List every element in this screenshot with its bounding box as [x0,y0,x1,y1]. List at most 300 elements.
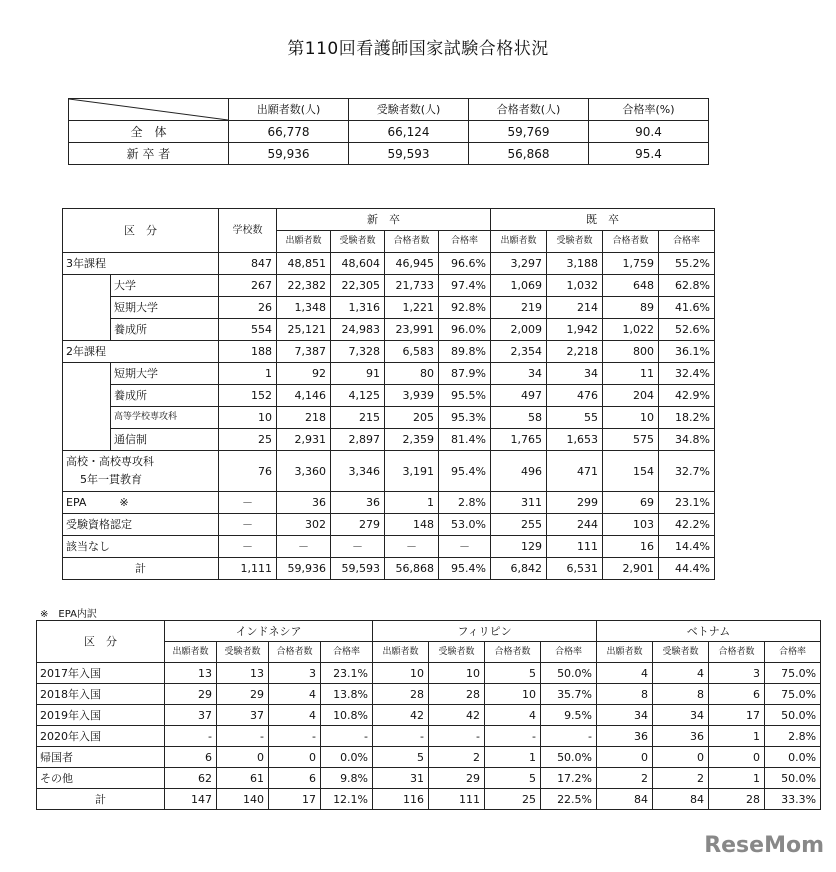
detail-cell: 42.9% [659,385,715,407]
detail-cell: 2,359 [385,429,439,451]
detail-row [63,492,715,514]
detail-cell: 59,936 [277,558,331,580]
epa-cell: - [541,726,597,747]
detail-header-row [63,209,715,231]
epa-row [37,726,821,747]
detail-group-new: 新 卒 [277,209,491,231]
epa-cell: 2 [429,747,485,768]
epa-cell: 17 [269,789,321,810]
detail-cell: 648 [603,275,659,297]
detail-subheader: 出願者数 [491,231,547,253]
detail-cell: 24,983 [331,319,385,341]
summary-cell: 59,769 [469,121,589,143]
detail-cell: 214 [547,297,603,319]
detail-cell: 1 [385,492,439,514]
detail-cell: 32.7% [659,451,715,492]
epa-row [37,663,821,684]
detail-row-kosen [63,451,715,492]
detail-cell: － [277,536,331,558]
epa-cell: 75.0% [765,663,821,684]
epa-row [37,684,821,705]
epa-cell: 25 [485,789,541,810]
detail-cell: 14.4% [659,536,715,558]
epa-cell: 2 [653,768,709,789]
epa-cell: 50.0% [765,768,821,789]
detail-cell: 1,022 [603,319,659,341]
detail-cell: 554 [219,319,277,341]
detail-row [63,536,715,558]
detail-row [63,297,715,319]
epa-cell: 84 [597,789,653,810]
detail-table [62,208,715,580]
kosen-label-line2: 5年一貫教育 [80,473,142,486]
epa-cell: 37 [165,705,217,726]
detail-subheader: 合格率 [439,231,491,253]
detail-cell: 1,942 [547,319,603,341]
epa-cell: 31 [373,768,429,789]
epa-row-label: 計 [37,789,165,810]
epa-cell: 28 [429,684,485,705]
epa-cell: 34 [653,705,709,726]
epa-cell: 2.8% [765,726,821,747]
detail-cell: 6,531 [547,558,603,580]
epa-cell: 50.0% [541,663,597,684]
detail-row [63,407,715,429]
summary-table [68,98,709,165]
detail-cell: 92 [277,363,331,385]
detail-group-old: 既 卒 [491,209,715,231]
detail-row-label: 短期大学 [111,363,219,385]
epa-cell: 9.5% [541,705,597,726]
epa-cell: 29 [429,768,485,789]
epa-cell: 42 [373,705,429,726]
detail-row-label: 養成所 [111,319,219,341]
detail-cell: 311 [491,492,547,514]
detail-cell: 36.1% [659,341,715,363]
detail-cell: 219 [491,297,547,319]
epa-cell: 50.0% [765,705,821,726]
epa-cell: 13.8% [321,684,373,705]
indent-spacer [63,363,111,451]
detail-cell: 36 [277,492,331,514]
epa-cell: 4 [653,663,709,684]
detail-row-label: 大学 [111,275,219,297]
epa-cell: 12.1% [321,789,373,810]
epa-cell: 8 [597,684,653,705]
detail-cell: 25 [219,429,277,451]
detail-row [63,275,715,297]
epa-subheader: 受験者数 [653,642,709,663]
detail-cell: 22,382 [277,275,331,297]
epa-cell: 5 [485,663,541,684]
epa-subheader: 合格者数 [485,642,541,663]
epa-cell: 147 [165,789,217,810]
detail-cell: 25,121 [277,319,331,341]
detail-row [63,253,715,275]
detail-cell: 10 [603,407,659,429]
epa-cell: 36 [653,726,709,747]
detail-cell: 302 [277,514,331,536]
detail-row-label: EPA ※ [63,492,219,514]
detail-cell: 53.0% [439,514,491,536]
detail-cell: 96.6% [439,253,491,275]
summary-header-cell: 合格者数(人) [469,99,589,121]
epa-subheader: 出願者数 [165,642,217,663]
detail-cell: 97.4% [439,275,491,297]
epa-cell: - [217,726,269,747]
summary-header-cell: 出願者数(人) [229,99,349,121]
summary-row [69,143,709,165]
epa-cell: 0.0% [765,747,821,768]
detail-cell: 1,759 [603,253,659,275]
detail-subheader: 合格率 [659,231,715,253]
detail-cell: 3,191 [385,451,439,492]
detail-cell: 3,297 [491,253,547,275]
summary-cell: 90.4 [589,121,709,143]
detail-cell: 267 [219,275,277,297]
epa-cell: - [429,726,485,747]
detail-cell: 279 [331,514,385,536]
detail-row-label [63,451,219,492]
detail-row [63,363,715,385]
detail-cell: 205 [385,407,439,429]
epa-table [36,620,821,810]
detail-row-label: 高等学校専攻科 [111,407,219,429]
detail-cell: 41.6% [659,297,715,319]
epa-cell: - [321,726,373,747]
detail-cell: 69 [603,492,659,514]
detail-total-row [63,558,715,580]
detail-cell: 1,069 [491,275,547,297]
detail-cell: － [219,536,277,558]
detail-cell: 1,765 [491,429,547,451]
detail-cell: － [219,514,277,536]
detail-subheader: 合格者数 [603,231,659,253]
epa-subheader: 受験者数 [217,642,269,663]
detail-cell: 59,593 [331,558,385,580]
detail-cell: 95.4% [439,451,491,492]
detail-cell: － [385,536,439,558]
detail-cell: － [219,492,277,514]
detail-cell: 95.3% [439,407,491,429]
epa-cell: 1 [485,747,541,768]
detail-cell: 244 [547,514,603,536]
detail-cell: 1,348 [277,297,331,319]
detail-cell: － [331,536,385,558]
detail-cell: 2.8% [439,492,491,514]
epa-cell: 17.2% [541,768,597,789]
detail-cell: 1,111 [219,558,277,580]
epa-subheader: 合格率 [541,642,597,663]
detail-cell: 34 [491,363,547,385]
epa-cell: 3 [709,663,765,684]
summary-header-row [69,99,709,121]
detail-cell: 2,901 [603,558,659,580]
epa-cell: 0 [709,747,765,768]
detail-cell: 32.4% [659,363,715,385]
epa-row-label: その他 [37,768,165,789]
detail-cell: 58 [491,407,547,429]
detail-cell: 95.4% [439,558,491,580]
epa-subheader: 受験者数 [429,642,485,663]
epa-country-header: フィリピン [373,621,597,642]
detail-cell: 2,931 [277,429,331,451]
epa-cell: 28 [709,789,765,810]
epa-cell: 42 [429,705,485,726]
detail-cell: 154 [603,451,659,492]
epa-cell: 2 [597,768,653,789]
epa-row-label: 2020年入国 [37,726,165,747]
epa-cell: 33.3% [765,789,821,810]
summary-cell: 66,124 [349,121,469,143]
kosen-label-line1: 高校・高校専攻科 [66,455,154,469]
detail-cell: 87.9% [439,363,491,385]
detail-row-label: 計 [63,558,219,580]
epa-cell: 4 [269,705,321,726]
detail-cell: 11 [603,363,659,385]
epa-cell: 0 [217,747,269,768]
epa-cell: 0 [269,747,321,768]
detail-cell: 103 [603,514,659,536]
resemom-logo: ReseMom [704,833,824,858]
detail-row-label: 受験資格認定 [63,514,219,536]
detail-row-label: 通信制 [111,429,219,451]
epa-cell: 28 [373,684,429,705]
detail-cell: 496 [491,451,547,492]
detail-cell: 55.2% [659,253,715,275]
epa-subheader: 合格率 [765,642,821,663]
epa-cell: 36 [597,726,653,747]
epa-cell: 75.0% [765,684,821,705]
epa-cell: 34 [597,705,653,726]
epa-cell: 23.1% [321,663,373,684]
epa-subheader: 出願者数 [373,642,429,663]
epa-cell: - [165,726,217,747]
detail-row-label: 該当なし [63,536,219,558]
detail-cell: 215 [331,407,385,429]
detail-row-label: 3年課程 [63,253,219,275]
detail-cell: 299 [547,492,603,514]
summary-row-label: 全 体 [69,121,229,143]
epa-cell: 61 [217,768,269,789]
epa-cell: 1 [709,768,765,789]
epa-subheader: 合格率 [321,642,373,663]
epa-cell: 10 [429,663,485,684]
detail-cell: 2,009 [491,319,547,341]
detail-cell: 96.0% [439,319,491,341]
detail-cell: 56,868 [385,558,439,580]
detail-cell: 3,188 [547,253,603,275]
detail-cell: 91 [331,363,385,385]
epa-cell: 5 [373,747,429,768]
epa-cell: 84 [653,789,709,810]
detail-cell: 1 [219,363,277,385]
detail-cell: 4,146 [277,385,331,407]
detail-cell: 497 [491,385,547,407]
epa-cell: 0 [597,747,653,768]
epa-subheader: 合格者数 [709,642,765,663]
epa-cell: 4 [485,705,541,726]
detail-cell: 18.2% [659,407,715,429]
epa-row-label: 2019年入国 [37,705,165,726]
detail-cell: 152 [219,385,277,407]
epa-note: ※ EPA内訳 [40,609,97,620]
epa-cell: 35.7% [541,684,597,705]
epa-cell: 9.8% [321,768,373,789]
epa-row-label: 帰国者 [37,747,165,768]
detail-cell: 4,125 [331,385,385,407]
epa-cell: 1 [709,726,765,747]
detail-cell: 2,897 [331,429,385,451]
detail-cell: 255 [491,514,547,536]
detail-cell: 3,360 [277,451,331,492]
epa-country-header: ベトナム [597,621,821,642]
detail-row-label: 短期大学 [111,297,219,319]
summary-cell: 59,936 [229,143,349,165]
summary-cell: 59,593 [349,143,469,165]
epa-header-row [37,621,821,642]
epa-cell: 111 [429,789,485,810]
epa-cell: 22.5% [541,789,597,810]
epa-cell: 4 [597,663,653,684]
detail-cell: 34 [547,363,603,385]
detail-cell: 44.4% [659,558,715,580]
indent-spacer [63,275,111,341]
summary-header-cell: 合格率(%) [589,99,709,121]
epa-row-label: 2018年入国 [37,684,165,705]
detail-row [63,429,715,451]
detail-cell: 6,842 [491,558,547,580]
detail-cell: 575 [603,429,659,451]
detail-cell: 55 [547,407,603,429]
detail-subheader: 受験者数 [331,231,385,253]
epa-row [37,747,821,768]
detail-row [63,341,715,363]
detail-row [63,319,715,341]
detail-cell: 26 [219,297,277,319]
epa-cell: 29 [165,684,217,705]
epa-total-row [37,789,821,810]
detail-kubun-header: 区 分 [63,209,219,253]
detail-cell: 847 [219,253,277,275]
detail-cell: 46,945 [385,253,439,275]
diagonal-line [69,99,228,120]
detail-cell: 48,604 [331,253,385,275]
detail-cell: 76 [219,451,277,492]
epa-cell: 116 [373,789,429,810]
summary-corner-cell [69,99,229,121]
epa-cell: 10 [373,663,429,684]
detail-row-label: 2年課程 [63,341,219,363]
detail-cell: 1,221 [385,297,439,319]
detail-schools-header: 学校数 [219,209,277,253]
detail-cell: 16 [603,536,659,558]
epa-subheader: 合格者数 [269,642,321,663]
detail-cell: 471 [547,451,603,492]
epa-cell: 5 [485,768,541,789]
epa-cell: 13 [165,663,217,684]
epa-cell: 6 [165,747,217,768]
epa-cell: 29 [217,684,269,705]
epa-cell: - [269,726,321,747]
detail-cell: 95.5% [439,385,491,407]
detail-cell: 22,305 [331,275,385,297]
detail-cell: 1,032 [547,275,603,297]
epa-cell: 0 [653,747,709,768]
detail-cell: 111 [547,536,603,558]
detail-cell: 80 [385,363,439,385]
page-title: 第110回看護師国家試験合格状況 [287,39,549,59]
detail-cell: 204 [603,385,659,407]
detail-cell: 6,583 [385,341,439,363]
detail-cell: 10 [219,407,277,429]
epa-country-header: インドネシア [165,621,373,642]
detail-cell: 23,991 [385,319,439,341]
detail-cell: － [439,536,491,558]
summary-row-label: 新 卒 者 [69,143,229,165]
detail-cell: 1,316 [331,297,385,319]
detail-cell: 3,346 [331,451,385,492]
epa-cell: 13 [217,663,269,684]
epa-cell: 10.8% [321,705,373,726]
detail-cell: 89.8% [439,341,491,363]
epa-cell: 8 [653,684,709,705]
epa-row-label: 2017年入国 [37,663,165,684]
detail-cell: 1,653 [547,429,603,451]
detail-cell: 23.1% [659,492,715,514]
epa-cell: - [485,726,541,747]
epa-cell: 0.0% [321,747,373,768]
detail-cell: 188 [219,341,277,363]
epa-kubun-header: 区 分 [37,621,165,663]
detail-subheader: 出願者数 [277,231,331,253]
detail-row [63,514,715,536]
detail-cell: 21,733 [385,275,439,297]
epa-cell: 6 [709,684,765,705]
detail-cell: 92.8% [439,297,491,319]
detail-cell: 48,851 [277,253,331,275]
detail-subheader: 合格者数 [385,231,439,253]
detail-cell: 7,387 [277,341,331,363]
summary-cell: 56,868 [469,143,589,165]
epa-cell: 50.0% [541,747,597,768]
detail-cell: 2,354 [491,341,547,363]
summary-row [69,121,709,143]
detail-cell: 476 [547,385,603,407]
epa-row [37,768,821,789]
epa-cell: 3 [269,663,321,684]
detail-cell: 7,328 [331,341,385,363]
detail-row [63,385,715,407]
epa-cell: 37 [217,705,269,726]
summary-cell: 95.4 [589,143,709,165]
epa-cell: 6 [269,768,321,789]
epa-cell: 140 [217,789,269,810]
detail-cell: 42.2% [659,514,715,536]
detail-cell: 2,218 [547,341,603,363]
detail-cell: 52.6% [659,319,715,341]
epa-cell: 62 [165,768,217,789]
detail-cell: 218 [277,407,331,429]
epa-cell: - [373,726,429,747]
summary-cell: 66,778 [229,121,349,143]
detail-cell: 81.4% [439,429,491,451]
epa-body [37,663,821,810]
detail-cell: 89 [603,297,659,319]
epa-row [37,705,821,726]
epa-subheader: 出願者数 [597,642,653,663]
detail-subheader: 受験者数 [547,231,603,253]
